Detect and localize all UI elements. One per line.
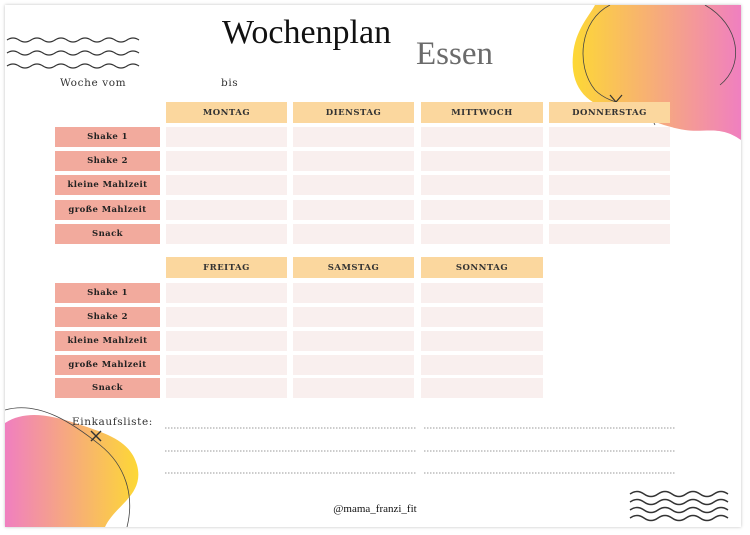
day-header: SONNTAG [421,257,543,278]
meal-label: Snack [55,224,160,244]
plan-cell[interactable] [421,355,543,375]
day-header: MITTWOCH [421,102,543,123]
meal-label: Snack [55,378,160,398]
day-header: FREITAG [166,257,287,278]
plan-cell[interactable] [421,378,543,398]
plan-cell[interactable] [421,307,543,327]
footer-handle: @mama_franzi_fit [333,503,417,515]
plan-cell[interactable] [549,224,670,244]
plan-cell[interactable] [293,355,414,375]
meal-label: kleine Mahlzeit [55,175,160,195]
shopping-lines [165,428,675,473]
wave-lines-icon [7,38,139,68]
plan-cell[interactable] [293,151,414,171]
plan-cell[interactable] [293,224,414,244]
day-header: SAMSTAG [293,257,414,278]
plan-cell[interactable] [421,127,543,147]
plan-cell[interactable] [293,378,414,398]
plan-cell[interactable] [166,331,287,351]
meal-label: große Mahlzeit [55,355,160,375]
meal-label: Shake 1 [55,127,160,147]
until-label: bis [221,77,239,89]
plan-cell[interactable] [421,283,543,303]
day-header: DONNERSTAG [549,102,670,123]
plan-cell[interactable] [293,283,414,303]
plan-cell[interactable] [421,224,543,244]
plan-cell[interactable] [549,175,670,195]
plan-cell[interactable] [166,378,287,398]
meal-label: kleine Mahlzeit [55,331,160,351]
plan-cell[interactable] [166,307,287,327]
plan-cell[interactable] [549,127,670,147]
plan-cell[interactable] [166,175,287,195]
plan-cell[interactable] [293,307,414,327]
meal-label: Shake 1 [55,283,160,303]
meal-label: Shake 2 [55,151,160,171]
plan-cell[interactable] [421,151,543,171]
day-header: DIENSTAG [293,102,414,123]
plan-cell[interactable] [421,331,543,351]
plan-cell[interactable] [166,224,287,244]
plan-cell[interactable] [166,355,287,375]
page-subtitle: Essen [416,36,493,72]
plan-cell[interactable] [166,283,287,303]
plan-cell[interactable] [293,200,414,220]
plan-cell[interactable] [421,175,543,195]
plan-cell[interactable] [166,151,287,171]
week-from-label: Woche vom [60,77,127,89]
meal-label: Shake 2 [55,307,160,327]
plan-cell[interactable] [421,200,543,220]
plan-cell[interactable] [549,200,670,220]
plan-cell[interactable] [293,175,414,195]
plan-cell[interactable] [293,331,414,351]
plan-cell[interactable] [166,200,287,220]
plan-cell[interactable] [293,127,414,147]
meal-label: große Mahlzeit [55,200,160,220]
page-title: Wochenplan [222,14,392,51]
shopping-list-label: Einkaufsliste: [72,416,153,428]
plan-cell[interactable] [549,151,670,171]
day-header: MONTAG [166,102,287,123]
plan-cell[interactable] [166,127,287,147]
